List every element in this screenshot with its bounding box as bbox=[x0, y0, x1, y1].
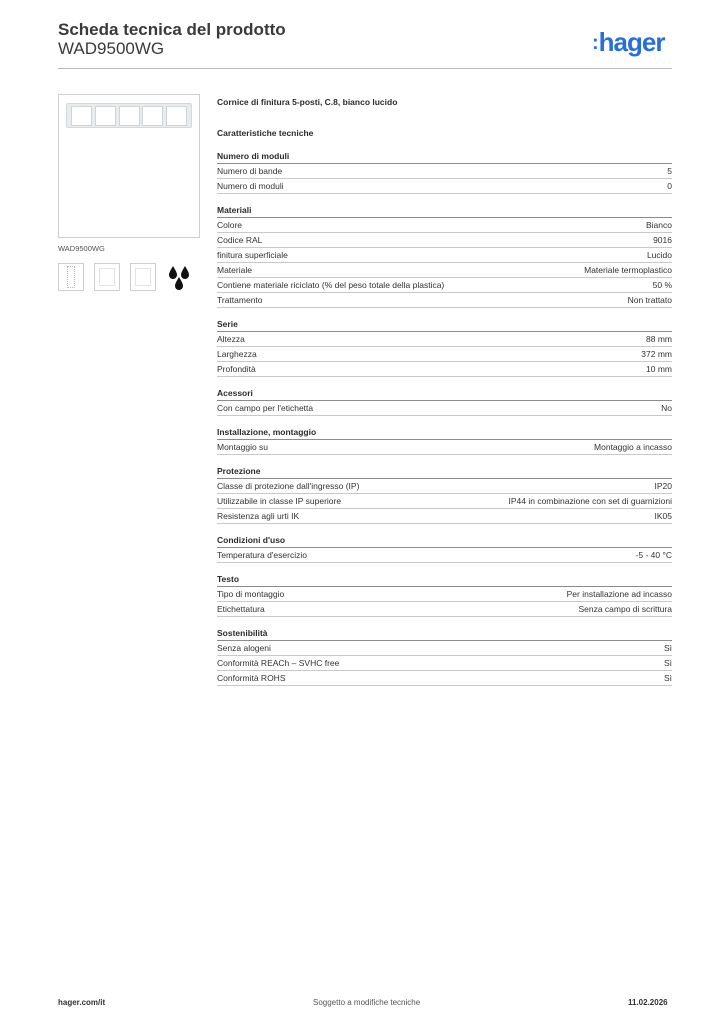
spec-label: Contiene materiale riciclato (% del peso totale della plastica) bbox=[217, 280, 445, 290]
spec-value: Sì bbox=[663, 643, 672, 653]
image-thumbnails bbox=[58, 263, 192, 291]
section-title: Condizioni d'uso bbox=[217, 534, 672, 548]
spec-label: Temperatura d'esercizio bbox=[217, 550, 307, 560]
spec-label: Conformità ROHS bbox=[217, 673, 286, 683]
spec-row bbox=[217, 248, 672, 263]
spec-row bbox=[217, 641, 672, 656]
frame-slot bbox=[119, 106, 140, 126]
spec-value: 372 mm bbox=[641, 349, 672, 359]
spec-value: -5 - 40 °C bbox=[635, 550, 672, 560]
spec-section bbox=[217, 573, 672, 617]
spec-row bbox=[217, 218, 672, 233]
spec-value: IK05 bbox=[654, 511, 672, 521]
front-view-icon bbox=[99, 268, 115, 286]
spec-value: Bianco bbox=[646, 220, 672, 230]
product-name: Cornice di finitura 5-posti, C.8, bianco lucido bbox=[217, 97, 398, 107]
section-title: Protezione bbox=[217, 465, 672, 479]
spec-value: Montaggio a incasso bbox=[594, 442, 672, 452]
section-title: Acessori bbox=[217, 387, 672, 401]
spec-label: finitura superficiale bbox=[217, 250, 288, 260]
section-title: Installazione, montaggio bbox=[217, 426, 672, 440]
section-title: Serie bbox=[217, 318, 672, 332]
frame-slot bbox=[71, 106, 92, 126]
spec-value: 50 % bbox=[652, 280, 672, 290]
spec-section bbox=[217, 627, 672, 686]
spec-content bbox=[217, 95, 672, 686]
spec-label: Codice RAL bbox=[217, 235, 263, 245]
spec-label: Conformità REACh – SVHC free bbox=[217, 658, 340, 668]
hager-logo bbox=[592, 27, 664, 58]
spec-label: Trattamento bbox=[217, 295, 263, 305]
spec-label: Classe di protezione dall'ingresso (IP) bbox=[217, 481, 360, 491]
spec-value: Senza campo di scrittura bbox=[578, 604, 672, 614]
thumbnail-back-view[interactable] bbox=[130, 263, 156, 291]
spec-label: Con campo per l'etichetta bbox=[217, 403, 314, 413]
spec-label: Etichettatura bbox=[217, 604, 265, 614]
spec-value: Sì bbox=[663, 673, 672, 683]
spec-label: Senza alogeni bbox=[217, 643, 271, 653]
footer-notice: Soggetto a modifiche tecniche bbox=[313, 998, 421, 1007]
spec-row bbox=[217, 587, 672, 602]
thumbnail-side-view[interactable] bbox=[58, 263, 84, 291]
spec-section bbox=[217, 150, 672, 194]
spec-value: Lucido bbox=[646, 250, 672, 260]
spec-section bbox=[217, 387, 672, 416]
spec-value: IP44 in combinazione con set di guarnizioni bbox=[508, 496, 672, 506]
spec-value: Sì bbox=[663, 658, 672, 668]
spec-row bbox=[217, 164, 672, 179]
spec-row bbox=[217, 401, 672, 416]
section-title: Numero di moduli bbox=[217, 150, 672, 164]
spec-row bbox=[217, 479, 672, 494]
spec-row bbox=[217, 440, 672, 455]
spec-row bbox=[217, 332, 672, 347]
product-image bbox=[58, 94, 200, 238]
section-title: Materiali bbox=[217, 204, 672, 218]
spec-label: Montaggio su bbox=[217, 442, 269, 452]
spec-label: Tipo di montaggio bbox=[217, 589, 285, 599]
side-view-icon bbox=[67, 266, 75, 288]
thumbnail-front-view[interactable] bbox=[94, 263, 120, 291]
spec-label: Altezza bbox=[217, 334, 245, 344]
header-divider bbox=[58, 68, 672, 69]
spec-section bbox=[217, 534, 672, 563]
spec-row bbox=[217, 293, 672, 308]
frame-slot bbox=[95, 106, 116, 126]
spec-value: Materiale termoplastico bbox=[584, 265, 672, 275]
spec-label: Utilizzabile in classe IP superiore bbox=[217, 496, 342, 506]
spec-value: 9016 bbox=[653, 235, 672, 245]
spec-section bbox=[217, 465, 672, 524]
spec-value: 5 bbox=[667, 166, 672, 176]
spec-row bbox=[217, 509, 672, 524]
spec-section bbox=[217, 318, 672, 377]
spec-label: Materiale bbox=[217, 265, 252, 275]
spec-value: Non trattato bbox=[627, 295, 672, 305]
frame-5-gang-illustration bbox=[66, 103, 192, 128]
logo-text: hager bbox=[598, 27, 665, 57]
spec-value: 10 mm bbox=[646, 364, 672, 374]
spec-row bbox=[217, 263, 672, 278]
spec-section bbox=[217, 426, 672, 455]
back-view-icon bbox=[135, 268, 151, 286]
water-drops-icon bbox=[166, 263, 192, 291]
spec-row bbox=[217, 656, 672, 671]
spec-row bbox=[217, 548, 672, 563]
section-title: Sostenibilità bbox=[217, 627, 672, 641]
spec-value: No bbox=[661, 403, 672, 413]
spec-row bbox=[217, 671, 672, 686]
spec-value: 0 bbox=[667, 181, 672, 191]
footer-website[interactable]: hager.com/it bbox=[58, 998, 106, 1007]
frame-slot bbox=[142, 106, 163, 126]
spec-label: Profondità bbox=[217, 364, 256, 374]
product-code-heading: WAD9500WG bbox=[58, 39, 165, 58]
spec-row bbox=[217, 494, 672, 509]
spec-value: Per installazione ad incasso bbox=[566, 589, 672, 599]
spec-value: IP20 bbox=[654, 481, 672, 491]
spec-row bbox=[217, 347, 672, 362]
spec-row bbox=[217, 362, 672, 377]
document-title: Scheda tecnica del prodotto bbox=[58, 20, 286, 39]
spec-sections bbox=[217, 150, 672, 686]
spec-row bbox=[217, 602, 672, 617]
product-image-caption: WAD9500WG bbox=[58, 244, 105, 253]
spec-label: Larghezza bbox=[217, 349, 257, 359]
spec-label: Resistenza agli urti IK bbox=[217, 511, 300, 521]
spec-label: Numero di bande bbox=[217, 166, 283, 176]
spec-label: Colore bbox=[217, 220, 243, 230]
footer-date: 11.02.2026 bbox=[628, 998, 668, 1007]
spec-heading: Caratteristiche tecniche bbox=[217, 128, 314, 138]
logo-dots-icon: : bbox=[592, 32, 598, 54]
spec-row bbox=[217, 278, 672, 293]
spec-label: Numero di moduli bbox=[217, 181, 284, 191]
spec-row bbox=[217, 179, 672, 194]
frame-slot bbox=[166, 106, 187, 126]
spec-row bbox=[217, 233, 672, 248]
section-title: Testo bbox=[217, 573, 672, 587]
spec-section bbox=[217, 204, 672, 308]
spec-value: 88 mm bbox=[646, 334, 672, 344]
